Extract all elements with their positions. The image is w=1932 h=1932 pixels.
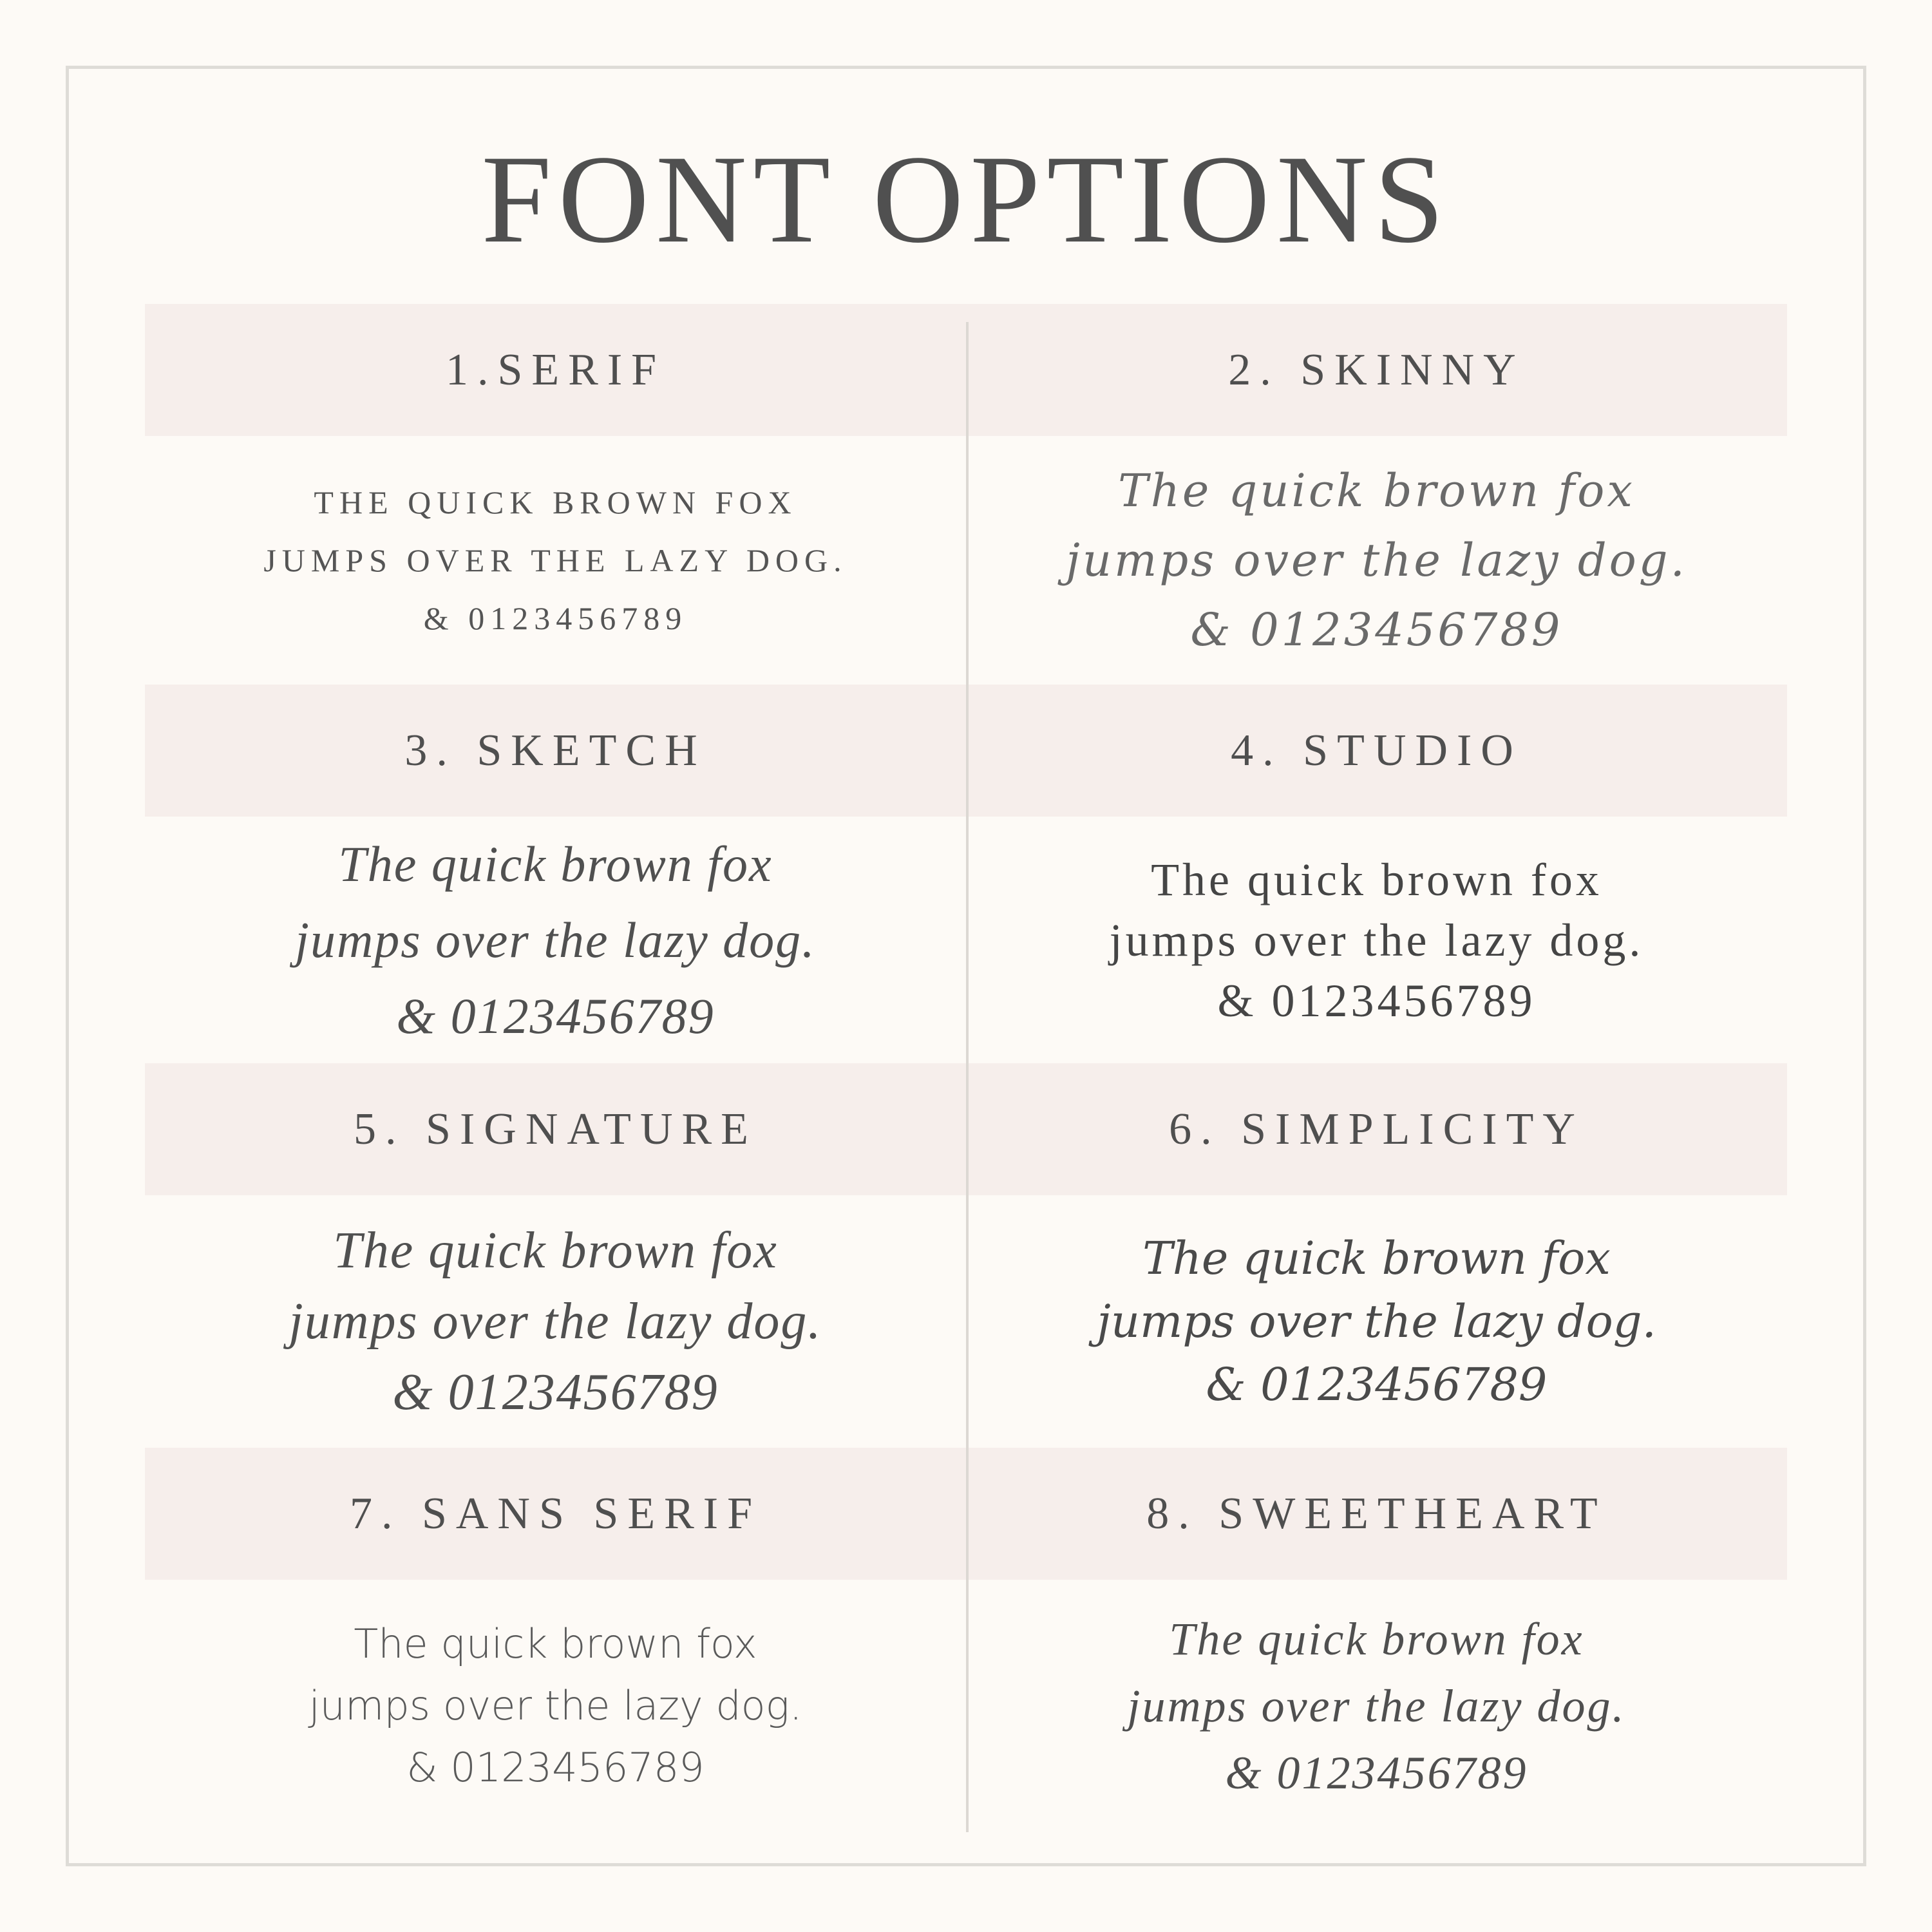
- sample-line: The quick brown fox: [1151, 853, 1602, 905]
- sample-line: & 0123456789: [1190, 603, 1563, 656]
- font-option-heading-serif: 1.SERIF: [445, 345, 666, 395]
- sample-line: The quick brown fox: [1169, 1613, 1584, 1665]
- sample-line: jumps over the lazy dog.: [295, 911, 816, 968]
- font-sample-signature: [145, 1195, 966, 1448]
- font-sample-sketch: [145, 817, 966, 1063]
- font-option-heading-simplicity: 6. SIMPLICITY: [1169, 1104, 1584, 1154]
- sample-line: The quick brown fox: [1142, 1232, 1611, 1285]
- sample-line: jumps over the lazy dog.: [1097, 1295, 1656, 1348]
- font-option-heading-studio: 4. STUDIO: [1231, 725, 1522, 775]
- sample-line: jumps over the lazy dog.: [1066, 534, 1687, 587]
- sample-line: The quick brown fox: [333, 1222, 778, 1279]
- sample-line: THE QUICK BROWN FOX: [314, 484, 797, 520]
- font-sample-skinny: [966, 436, 1787, 685]
- font-option-heading-signature: 5. SIGNATURE: [354, 1104, 757, 1154]
- font-option-heading-sketch: 3. SKETCH: [404, 725, 706, 775]
- sample-line: & 0123456789: [406, 1744, 705, 1791]
- font-sample-serif: [145, 436, 966, 685]
- sample-line: & 0123456789: [392, 1364, 719, 1421]
- sample-line: The quick brown fox: [354, 1620, 757, 1667]
- sample-line: & 0123456789: [1217, 974, 1536, 1027]
- sample-line: jumps over the lazy dog.: [1127, 1680, 1626, 1732]
- page-title: FONT OPTIONS: [481, 129, 1451, 269]
- font-sample-studio: [966, 817, 1787, 1063]
- sample-line: & 0123456789: [1225, 1747, 1528, 1799]
- sample-line: jumps over the lazy dog.: [1109, 914, 1644, 966]
- sample-line: JUMPS OVER THE LAZY DOG.: [263, 542, 848, 578]
- sample-line: The quick brown fox: [1118, 464, 1635, 517]
- font-option-heading-sweetheart: 8. SWEETHEART: [1146, 1488, 1607, 1539]
- font-option-heading-skinny: 2. SKINNY: [1228, 345, 1525, 395]
- font-sample-simplicity: [966, 1195, 1787, 1448]
- sample-line: & 0123456789: [1206, 1358, 1548, 1411]
- sample-line: & 0123456789: [396, 987, 715, 1044]
- sample-line: jumps over the lazy dog.: [308, 1682, 802, 1729]
- font-sample-sans-serif: [145, 1580, 966, 1832]
- font-sample-sweetheart: [966, 1580, 1787, 1832]
- font-option-heading-sans-serif: 7. SANS SERIF: [349, 1488, 762, 1539]
- sample-line: & 0123456789: [423, 600, 688, 636]
- sample-line: jumps over the lazy dog.: [289, 1293, 822, 1350]
- sample-line: The quick brown fox: [338, 835, 773, 892]
